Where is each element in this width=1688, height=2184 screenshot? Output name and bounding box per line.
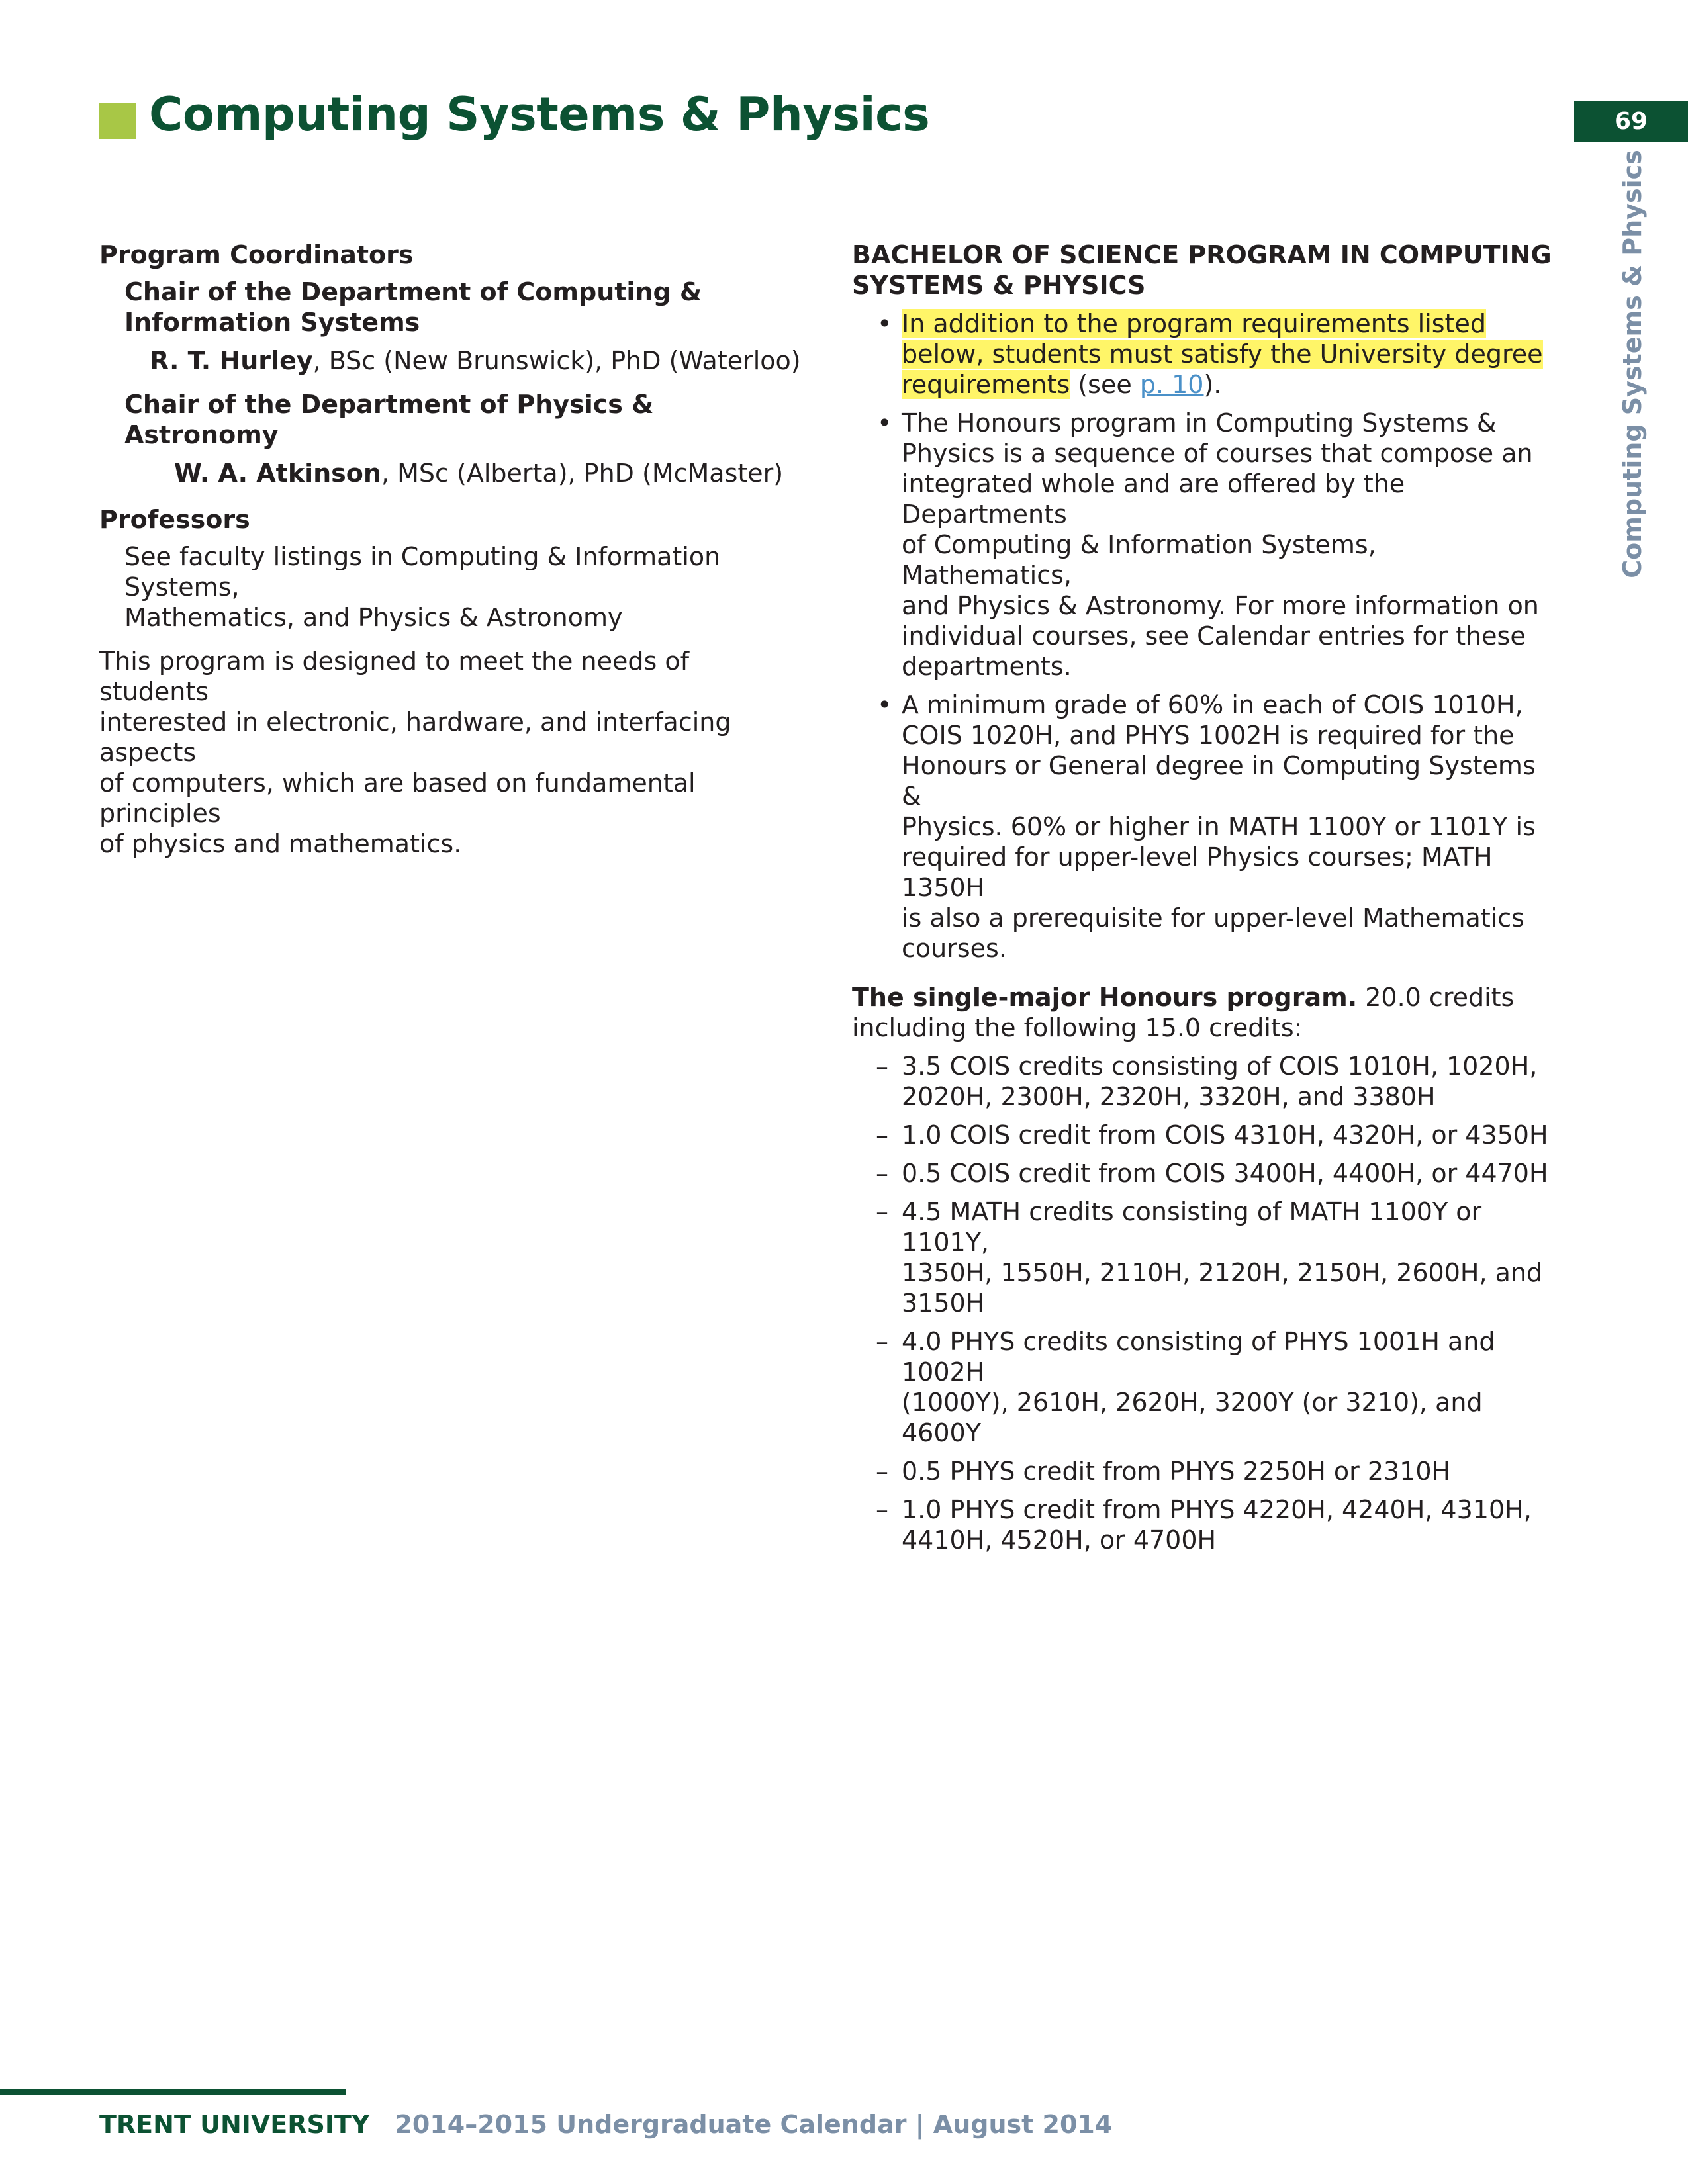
program-description [99, 646, 801, 859]
requirement-line: – 4.0 PHYS credits consisting of PHYS 1001H and 1002H [902, 1327, 1495, 1387]
requirement-item [852, 1120, 1554, 1150]
coordinator-hurley [99, 345, 801, 376]
bullet-line: Physics. 60% or higher in MATH 1100Y or 1101Y is [902, 812, 1536, 841]
footer-brand: TRENT UNIVERSITY [99, 2110, 370, 2139]
requirement-line: 1350H, 1550H, 2110H, 2120H, 2150H, 2600H, and [902, 1258, 1543, 1287]
coordinator-atkinson-credentials: , MSc (Alberta), PhD (McMaster) [381, 459, 784, 488]
professors-note-line2: Mathematics, and Physics & Astronomy [124, 603, 623, 632]
professors-note-line1: See faculty listings in Computing & Information Systems, [124, 542, 721, 602]
footer-rule [0, 2089, 346, 2095]
requirement-line: 3150H [902, 1289, 985, 1318]
single-major-intro [852, 982, 1554, 1043]
chair-computing-line1: Chair of the Department of Computing & [124, 277, 702, 306]
professors-heading: Professors [99, 505, 250, 534]
bullet-university-requirements [852, 308, 1554, 400]
requirement-line: – 0.5 COIS credit from COIS 3400H, 4400H, or 4470H [902, 1159, 1548, 1188]
page-title: Computing Systems & Physics [149, 87, 930, 142]
requirement-item [852, 1494, 1554, 1555]
title-square-marker [99, 103, 136, 139]
requirement-item [852, 1051, 1554, 1112]
bullet-line: individual courses, see Calendar entries for these [902, 621, 1526, 651]
bullet-line: • The Honours program in Computing Systems & [902, 408, 1497, 437]
bullet-line: Physics is a sequence of courses that compose an [902, 439, 1533, 468]
chair-computing [99, 277, 801, 338]
requirements-list [852, 1051, 1554, 1555]
coordinator-atkinson [99, 458, 801, 488]
requirement-item [852, 1456, 1554, 1486]
bullet-line: integrated whole and are offered by the Departments [902, 469, 1405, 529]
bsc-heading-line1: BACHELOR OF SCIENCE PROGRAM IN COMPUTING [852, 240, 1552, 269]
side-tab [1618, 150, 1647, 578]
left-column [99, 240, 801, 859]
bullet-line: departments. [902, 652, 1072, 681]
chair-physics: Chair of the Department of Physics & Astronomy [124, 390, 654, 449]
coordinators-heading: Program Coordinators [99, 240, 414, 269]
footer [99, 2110, 1112, 2139]
side-tab-label: Computing Systems & Physics [1618, 150, 1647, 578]
highlighted-line: below, students must satisfy the University degree [902, 340, 1543, 369]
footer-calendar: 2014–2015 Undergraduate Calendar | August 2014 [395, 2110, 1113, 2139]
see-text: (see [1070, 370, 1140, 399]
bullet-minimum-grade [852, 690, 1554, 964]
page-10-link[interactable]: p. 10 [1139, 370, 1204, 399]
requirement-line: – 1.0 COIS credit from COIS 4310H, 4320H, or 4350H [902, 1120, 1548, 1150]
bullet-line: Honours or General degree in Computing Systems & [902, 751, 1536, 811]
bullet-line: courses. [902, 934, 1007, 963]
bullet-line: of Computing & Information Systems, Mathematics, [902, 530, 1376, 590]
highlighted-line: requirements [902, 370, 1070, 399]
bsc-heading-line2: SYSTEMS & PHYSICS [852, 271, 1146, 300]
description-line: This program is designed to meet the needs of students [99, 647, 689, 706]
description-line: interested in electronic, hardware, and interfacing aspects [99, 707, 731, 767]
single-major-label: The single-major Honours program. [852, 983, 1358, 1012]
requirement-line: – 0.5 PHYS credit from PHYS 2250H or 2310H [902, 1457, 1451, 1486]
bsc-notes-list [852, 308, 1554, 964]
page-number: 69 [1574, 101, 1688, 142]
coordinator-atkinson-name: W. A. Atkinson [174, 459, 381, 488]
requirement-item [852, 1326, 1554, 1448]
coordinator-hurley-credentials: , BSc (New Brunswick), PhD (Waterloo) [312, 346, 801, 375]
bullet-line: and Physics & Astronomy. For more information on [902, 591, 1539, 620]
right-column [852, 240, 1554, 1563]
highlighted-line: In addition to the program requirements listed [902, 309, 1486, 338]
description-line: of physics and mathematics. [99, 829, 462, 858]
bullet-line: required for upper-level Physics courses; MATH 1350H [902, 842, 1493, 902]
requirement-item [852, 1158, 1554, 1189]
requirement-line: – 4.5 MATH credits consisting of MATH 1100Y or 1101Y, [902, 1197, 1482, 1257]
requirement-line: 4410H, 4520H, or 4700H [902, 1525, 1217, 1555]
requirement-line: 2020H, 2300H, 2320H, 3320H, and 3380H [902, 1082, 1436, 1111]
professors-note [99, 541, 801, 633]
bullet-line: • A minimum grade of 60% in each of COIS 1010H, [902, 690, 1523, 719]
coordinator-hurley-name: R. T. Hurley [150, 346, 313, 375]
single-major-credits: 20.0 credits [1357, 983, 1515, 1012]
see-text-end: ). [1203, 370, 1222, 399]
requirement-line: (1000Y), 2610H, 2620H, 3200Y (or 3210), and 4600Y [902, 1388, 1483, 1447]
bullet-line: is also a prerequisite for upper-level Mathematics [902, 903, 1524, 933]
single-major-line2: including the following 15.0 credits: [852, 1013, 1303, 1042]
requirement-line: – 3.5 COIS credits consisting of COIS 1010H, 1020H, [902, 1052, 1538, 1081]
requirement-item [852, 1197, 1554, 1318]
chair-computing-line2: Information Systems [124, 308, 420, 337]
bsc-heading [852, 240, 1554, 300]
requirement-line: – 1.0 PHYS credit from PHYS 4220H, 4240H, 4310H, [902, 1495, 1532, 1524]
bullet-honours-program [852, 408, 1554, 682]
bullet-line: COIS 1020H, and PHYS 1002H is required for the [902, 721, 1515, 750]
description-line: of computers, which are based on fundamental principles [99, 768, 696, 828]
